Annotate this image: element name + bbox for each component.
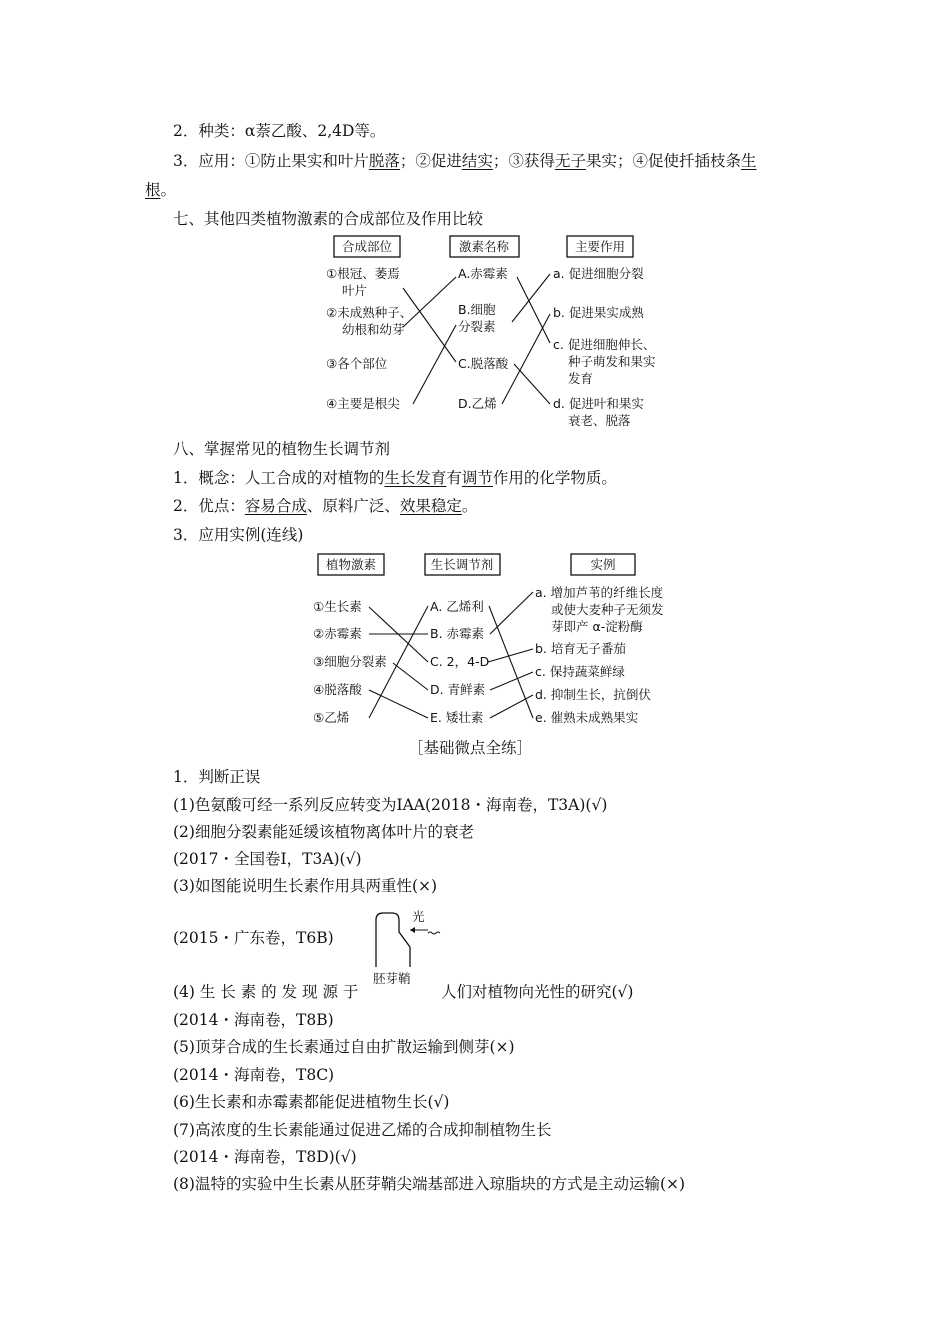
line-l19: (2014・海南卷，T8C) bbox=[173, 1066, 335, 1084]
line-l16: (4) 生 长 素 的 发 现 源 于 bbox=[173, 983, 359, 1001]
practice-heading: ［基础微点全练］ bbox=[408, 739, 533, 757]
diagram1-col3-item-3b: 种子萌发和果实 bbox=[568, 354, 656, 369]
diagram1-col1-item-1b: 叶片 bbox=[342, 283, 368, 298]
diagram2-col3-item-c: c. 保持蔬菜鲜绿 bbox=[535, 664, 625, 679]
diagram2-col1-item-2: ②赤霉素 bbox=[313, 626, 362, 641]
line-l15: (2015・广东卷，T6B) bbox=[173, 929, 334, 947]
diagram1-col2-item-2a: B.细胞 bbox=[458, 302, 496, 317]
line-l10: 1．判断正误 bbox=[173, 768, 261, 786]
diagram2-col3-item-b: b. 培育无子番茄 bbox=[535, 641, 626, 656]
diagram1-col1-item-2b: 幼根和幼芽 bbox=[342, 322, 405, 337]
diagram1-col1-item-4: ④主要是根尖 bbox=[326, 396, 400, 411]
light-arrowhead-icon bbox=[410, 927, 415, 933]
diagram1-header-1: 合成部位 bbox=[341, 239, 393, 254]
diagram2-col3-item-a3: 芽即产 α-淀粉酶 bbox=[551, 619, 643, 634]
diagram1-col1-item-3: ③各个部位 bbox=[326, 356, 388, 371]
line-l23: (8)温特的实验中生长素从胚芽鞘尖端基部进入琼脂块的方式是主动运输(×) bbox=[173, 1175, 686, 1193]
diagram2-header-1: 植物激素 bbox=[325, 557, 377, 572]
coleoptile-caption: 胚芽鞘 bbox=[373, 971, 411, 986]
line-l8: 3．应用实例(连线) bbox=[173, 526, 304, 544]
diagram2-col2-item-A: A. 乙烯利 bbox=[430, 599, 484, 614]
diagram1-header-2: 激素名称 bbox=[458, 239, 510, 254]
line-l7: 2．优点：容易合成、原料广泛、效果稳定。 bbox=[173, 497, 478, 515]
line-l20: (6)生长素和赤霉素都能促进植物生长(√) bbox=[173, 1093, 450, 1111]
line-l22: (2014・海南卷，T8D)(√) bbox=[173, 1148, 357, 1166]
light-label: 光 bbox=[412, 909, 425, 924]
line-l13: (2017・全国卷Ⅰ，T3A)(√) bbox=[173, 850, 362, 868]
diagram2-col2-item-B: B. 赤霉素 bbox=[430, 626, 485, 641]
diagram1-col3-item-4b: 衰老、脱落 bbox=[568, 413, 631, 428]
diagram1-col1-item-1a: ①根冠、萎焉 bbox=[326, 266, 400, 281]
diagram1-col3-item-4a: d. 促进叶和果实 bbox=[553, 396, 644, 411]
line-l1: 2．种类：α萘乙酸、2,4D等。 bbox=[173, 122, 386, 140]
diagram2-col1-item-4: ④脱落酸 bbox=[313, 682, 362, 697]
diagram1-col2-item-3: C.脱落酸 bbox=[458, 356, 509, 371]
diagram2-col2-item-C: C. 2，4-D bbox=[430, 654, 490, 669]
line-l18: (5)顶芽合成的生长素通过自由扩散运输到侧芽(×) bbox=[173, 1038, 515, 1056]
diagram2-col3-item-a1: a. 增加芦苇的纤维长度 bbox=[535, 585, 664, 600]
diagram1-col3-item-2: b. 促进果实成熟 bbox=[553, 305, 644, 320]
diagram2-col1-item-1: ①生长素 bbox=[313, 599, 362, 614]
line-l2: 3．应用：①防止果实和叶片脱落；②促进结实；③获得无子果实；④促使扦插枝条生 bbox=[173, 152, 757, 170]
line-l17: (2014・海南卷，T8B) bbox=[173, 1011, 334, 1029]
line-l6: 1．概念：人工合成的对植物的生长发育有调节作用的化学物质。 bbox=[173, 469, 617, 487]
line-l14: (3)如图能说明生长素作用具两重性(×) bbox=[173, 877, 438, 895]
diagram1-col2-item-1: A.赤霉素 bbox=[458, 266, 508, 281]
light-wave-icon bbox=[428, 932, 440, 934]
section-heading-7: 七、其他四类植物激素的合成部位及作用比较 bbox=[173, 210, 484, 228]
line-l21: (7)高浓度的生长素能通过促进乙烯的合成抑制植物生长 bbox=[173, 1121, 552, 1139]
coleoptile-outline bbox=[376, 913, 410, 967]
diagram2-col3-item-d: d. 抑制生长，抗倒伏 bbox=[535, 687, 651, 702]
diagram2-col1-item-3: ③细胞分裂素 bbox=[313, 654, 387, 669]
diagram2-col1-item-5: ⑤乙烯 bbox=[313, 710, 350, 725]
diagram2-header-3: 实例 bbox=[590, 557, 616, 572]
diagram2-col2-item-E: E. 矮壮素 bbox=[430, 710, 484, 725]
section-heading-8: 八、掌握常见的植物生长调节剂 bbox=[173, 440, 391, 458]
line-l12: (2)细胞分裂素能延缓该植物离体叶片的衰老 bbox=[173, 823, 474, 841]
diagram1-col2-item-2b: 分裂素 bbox=[458, 319, 496, 334]
diagram1-col3-item-3c: 发育 bbox=[568, 371, 594, 386]
line-l3: 根。 bbox=[145, 181, 177, 199]
diagram1-col2-item-4: D.乙烯 bbox=[458, 396, 497, 411]
diagram2-col3-item-e: e. 催熟未成熟果实 bbox=[535, 710, 639, 725]
diagram2-col2-item-D: D. 青鲜素 bbox=[430, 682, 486, 697]
diagram2-col3-item-a2: 或使大麦种子无须发 bbox=[551, 602, 664, 617]
line-l16-end: 人们对植物向光性的研究(√) bbox=[441, 983, 634, 1001]
diagram1-col3-item-1: a. 促进细胞分裂 bbox=[553, 266, 644, 281]
diagram2-header-2: 生长调节剂 bbox=[430, 557, 494, 572]
diagram1-col1-item-2a: ②未成熟种子、 bbox=[326, 305, 413, 320]
line-l11: (1)色氨酸可经一系列反应转变为IAA(2018・海南卷，T3A)(√) bbox=[173, 796, 608, 814]
diagram1-col3-item-3a: c. 促进细胞伸长、 bbox=[553, 337, 656, 352]
diagram1-header-3: 主要作用 bbox=[574, 239, 626, 254]
